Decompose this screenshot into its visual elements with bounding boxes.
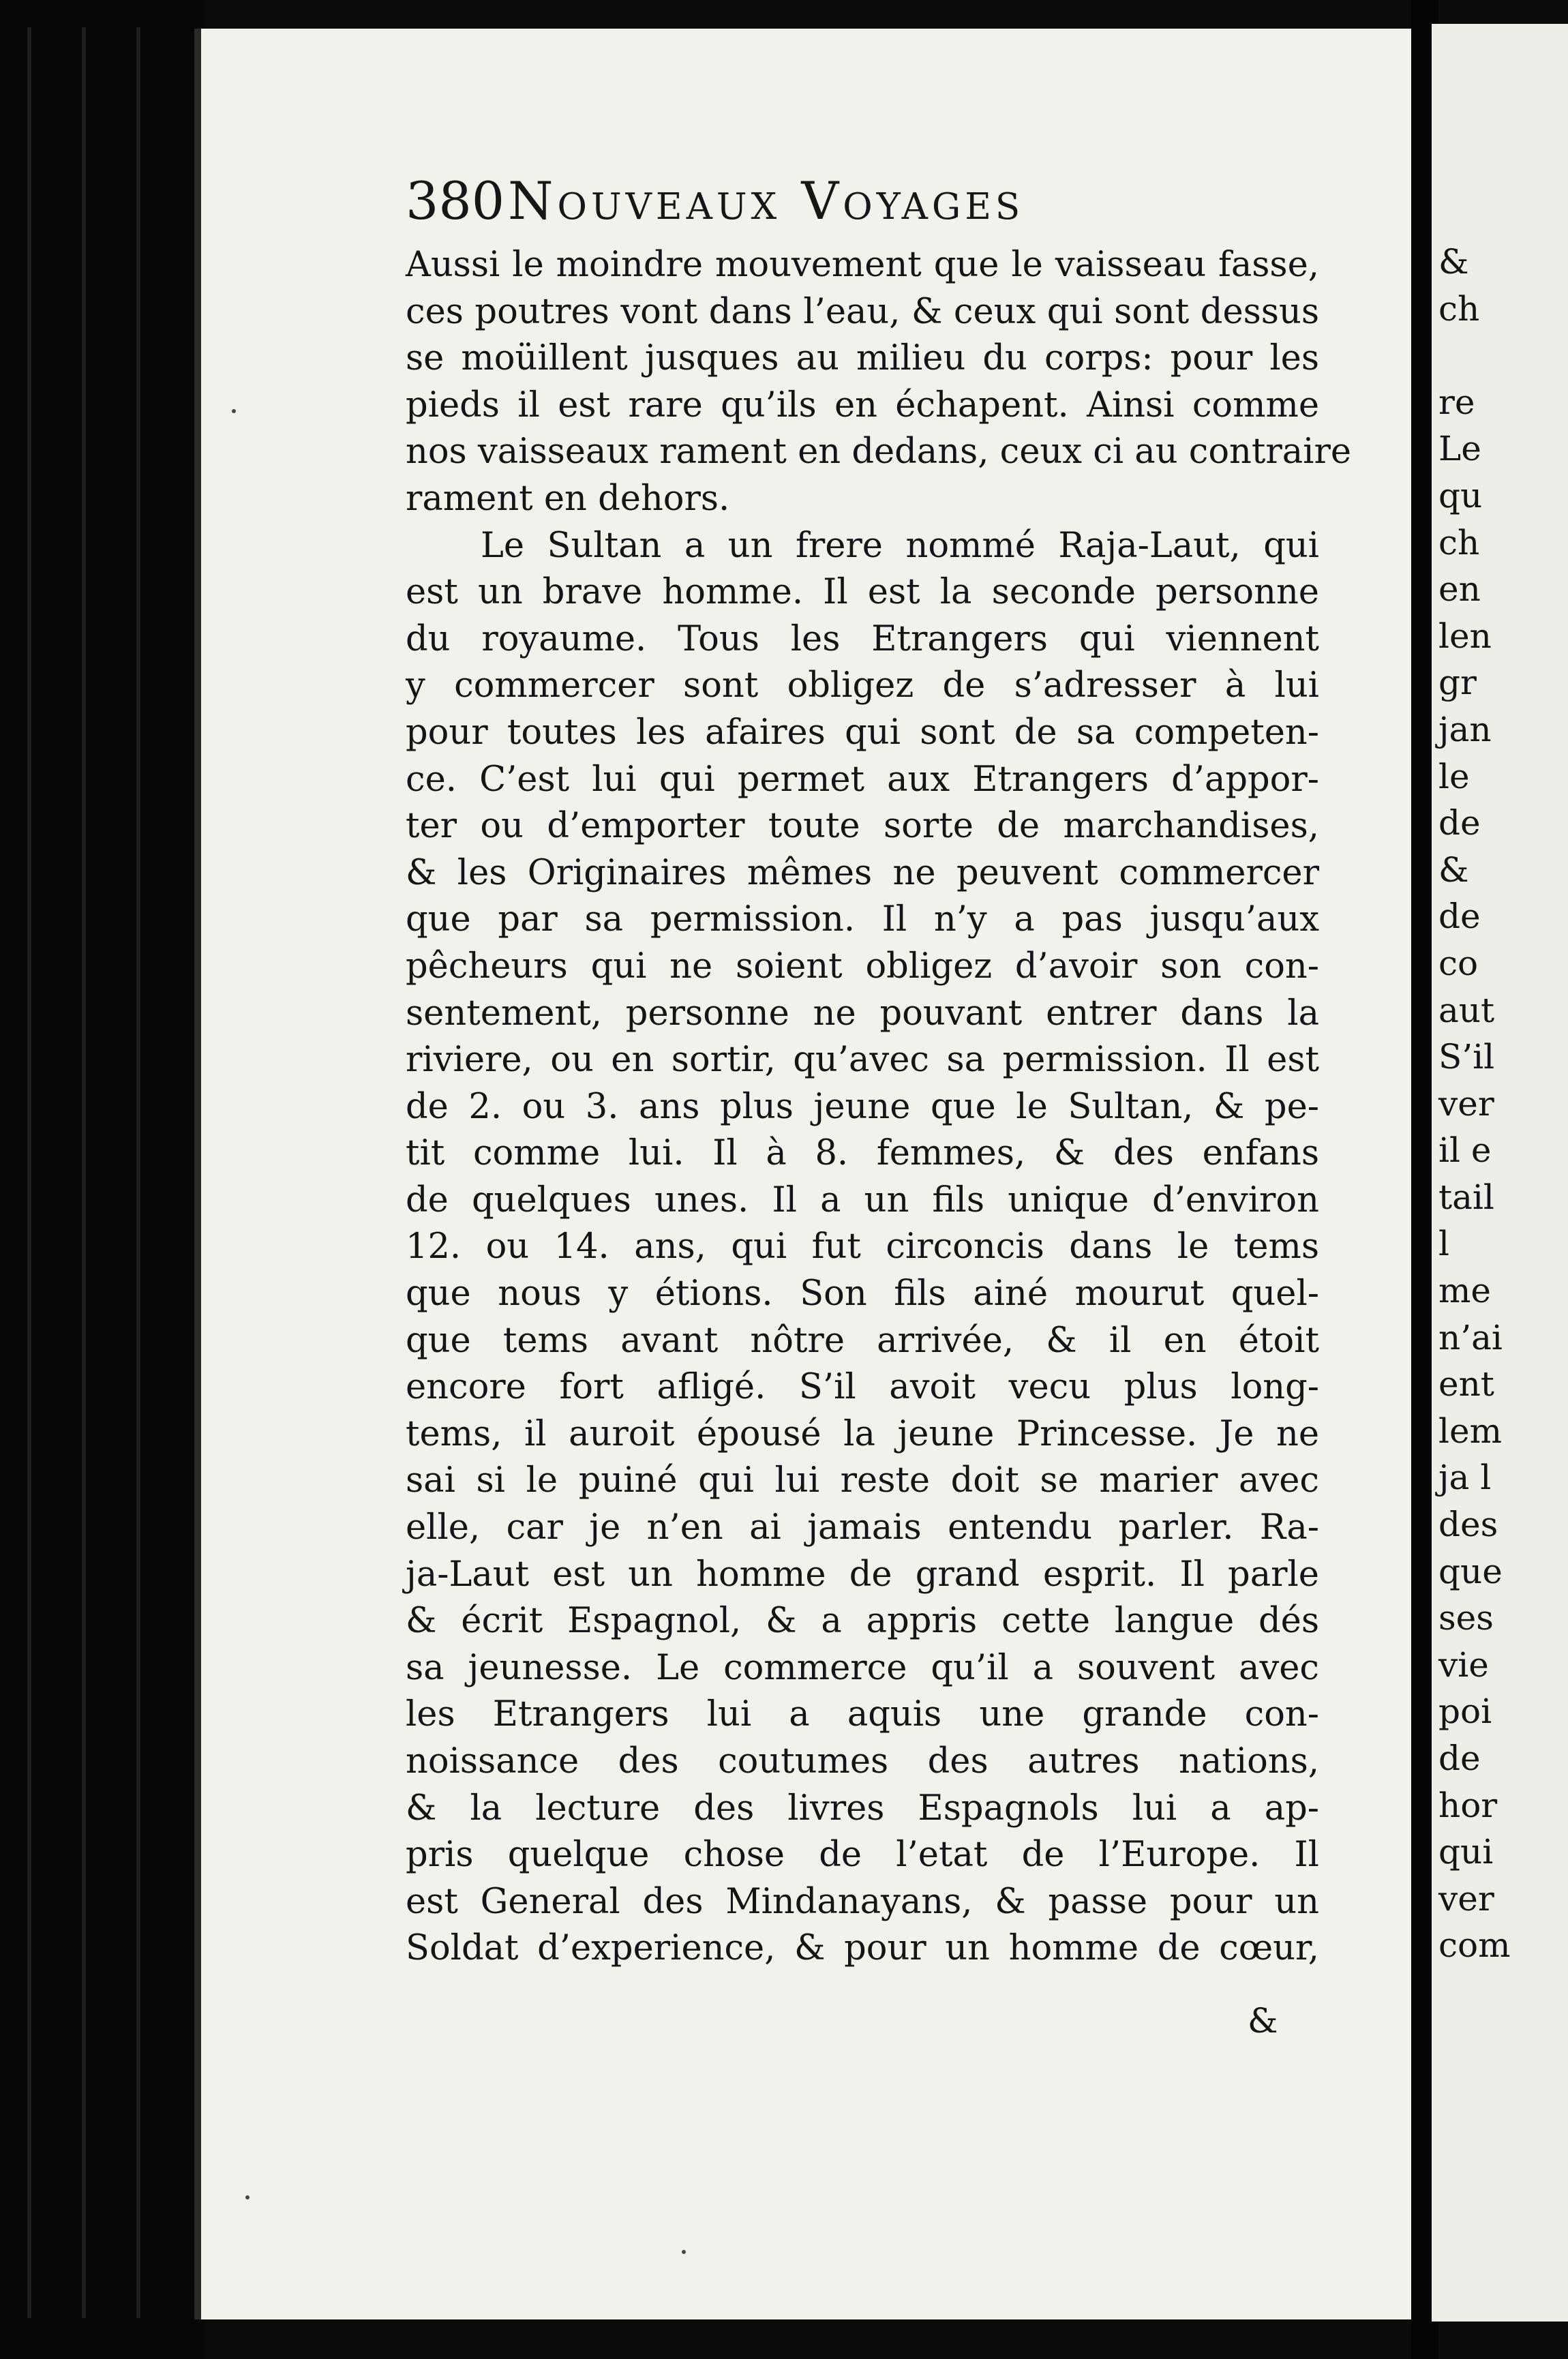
text-line: ja-Laut est un homme de grand esprit. Il parle [406, 1554, 1319, 1595]
text-fragment: jan [1438, 709, 1492, 749]
text-line: sa jeunesse. Le commerce qu’il a souvent avec [406, 1647, 1319, 1688]
text-fragment: vie [1438, 1644, 1489, 1685]
text-line: ter ou d’emporter toute sorte de marchandises, [406, 806, 1319, 847]
text-line: de quelques unes. Il a un fils unique d’environ [406, 1180, 1319, 1220]
text-line: ce. C’est lui qui permet aux Etrangers d’appor- [406, 759, 1319, 800]
text-fragment: ver [1438, 1878, 1494, 1919]
text-line: que tems avant nôtre arrivée, & il en étoit [406, 1320, 1319, 1361]
text-line: encore fort afligé. S’il avoit vecu plus long- [406, 1367, 1319, 1408]
text-fragment: ses [1438, 1598, 1494, 1638]
text-fragment [1438, 332, 1568, 379]
text-line: pêcheurs qui ne soient obligez d’avoir son con- [406, 946, 1319, 987]
text-line: & les Originaires mêmes ne peuvent commercer [406, 852, 1319, 893]
text-fragment: l [1438, 1224, 1449, 1264]
text-fragment: aut [1438, 990, 1495, 1030]
text-line: pieds il est rare qu’ils en échapent. Ainsi comme [406, 385, 1319, 425]
text-fragment: hor [1438, 1785, 1498, 1825]
running-head: Nouveaux Voyages [508, 170, 1025, 231]
text-fragment: le [1438, 756, 1470, 796]
text-line: se moüillent jusques au milieu du corps: pour les [406, 338, 1319, 379]
text-line: rament en dehors. [406, 478, 730, 519]
text-fragment: en [1438, 569, 1481, 610]
text-line: y commercer sont obligez de s’adresser à lui [406, 665, 1319, 706]
text-fragment: lem [1438, 1411, 1502, 1451]
text-fragment: ent [1438, 1364, 1494, 1404]
text-line: nos vaisseaux rament en dedans, ceux ci au contraire [406, 432, 1352, 472]
text-fragment: poi [1438, 1692, 1492, 1732]
text-line: & écrit Espagnol, & a appris cette langue dés [406, 1601, 1319, 1642]
text-fragment: & [1438, 850, 1469, 890]
paper-speck [682, 2250, 686, 2254]
text-fragment: que [1438, 1551, 1503, 1591]
page-header [406, 170, 1292, 245]
text-fragment: n’ai [1438, 1317, 1503, 1357]
text-fragment: ver [1438, 1083, 1494, 1124]
text-line: noissance des coutumes des autres nations, [406, 1741, 1319, 1782]
text-fragment: S’il [1438, 1037, 1495, 1077]
catchword: & [1248, 2001, 1278, 2041]
text-fragment: de [1438, 897, 1481, 937]
gutter-line [27, 27, 31, 2318]
text-line: Aussi le moindre mouvement que le vaisseau fasse, [406, 245, 1319, 285]
text-fragment: ch [1438, 522, 1480, 562]
text-line: riviere, ou en sortir, qu’avec sa permission. Il est [406, 1040, 1319, 1081]
text-line: du royaume. Tous les Etrangers qui viennent [406, 618, 1319, 659]
text-fragment: tail [1438, 1177, 1494, 1217]
text-line: est un brave homme. Il est la seconde personne [406, 572, 1319, 613]
text-fragment: de [1438, 803, 1481, 843]
text-fragment: il e [1438, 1130, 1492, 1171]
book-gutter [0, 0, 205, 2359]
text-line: elle, car je n’en ai jamais entendu parler. Ra- [406, 1507, 1319, 1548]
paper-speck [232, 409, 236, 413]
text-fragment: ch [1438, 288, 1480, 329]
text-line: que par sa permission. Il n’y a pas jusqu’aux [406, 899, 1319, 940]
text-line: de 2. ou 3. ans plus jeune que le Sultan, & pe- [406, 1086, 1319, 1127]
text-line: tems, il auroit épousé la jeune Princesse. Je ne [406, 1413, 1319, 1454]
text-line: Soldat d’experience, & pour un homme de cœur, [406, 1928, 1319, 1969]
text-fragment: com [1438, 1925, 1511, 1966]
text-line: les Etrangers lui a aquis une grande con- [406, 1694, 1319, 1735]
text-line: sentement, personne ne pouvant entrer dans la [406, 993, 1319, 1034]
page-number: 380 [406, 170, 505, 231]
paper-speck [245, 2195, 250, 2199]
text-line: ces poutres vont dans l’eau, & ceux qui sont dessus [406, 291, 1319, 332]
text-fragment: co [1438, 943, 1479, 983]
text-fragment: me [1438, 1271, 1492, 1311]
text-fragment: qu [1438, 475, 1483, 515]
text-fragment: len [1438, 616, 1492, 656]
text-fragment: de [1438, 1739, 1481, 1778]
text-fragment: gr [1438, 663, 1477, 703]
text-fragment: re [1438, 382, 1475, 422]
text-line: pour toutes les afaires qui sont de sa competen- [406, 712, 1319, 753]
text-fragment: Le [1438, 429, 1481, 469]
text-fragment: & [1438, 242, 1469, 282]
text-fragment: qui [1438, 1832, 1494, 1872]
text-fragment: ja l [1438, 1458, 1492, 1498]
gutter-line [82, 27, 86, 2318]
text-line: & la lecture des livres Espagnols lui a ap- [406, 1788, 1319, 1829]
text-line: 12. ou 14. ans, qui fut circoncis dans le tems [406, 1227, 1319, 1267]
text-fragment: des [1438, 1505, 1498, 1545]
text-line: Le Sultan a un frere nommé Raja-Laut, qui [481, 525, 1319, 566]
text-line: tit comme lui. Il à 8. femmes, & des enfans [406, 1133, 1319, 1174]
right-page-text [1438, 239, 1568, 1969]
text-line: pris quelque chose de l’etat de l’Europe. Il [406, 1835, 1319, 1876]
text-line: est General des Mindanayans, & passe pour un [406, 1881, 1319, 1922]
body-text [406, 242, 1352, 2083]
text-line: que nous y étions. Son fils ainé mourut quel- [406, 1274, 1319, 1314]
text-line: sai si le puiné qui lui reste doit se marier avec [406, 1460, 1319, 1501]
gutter-line [136, 27, 140, 2318]
